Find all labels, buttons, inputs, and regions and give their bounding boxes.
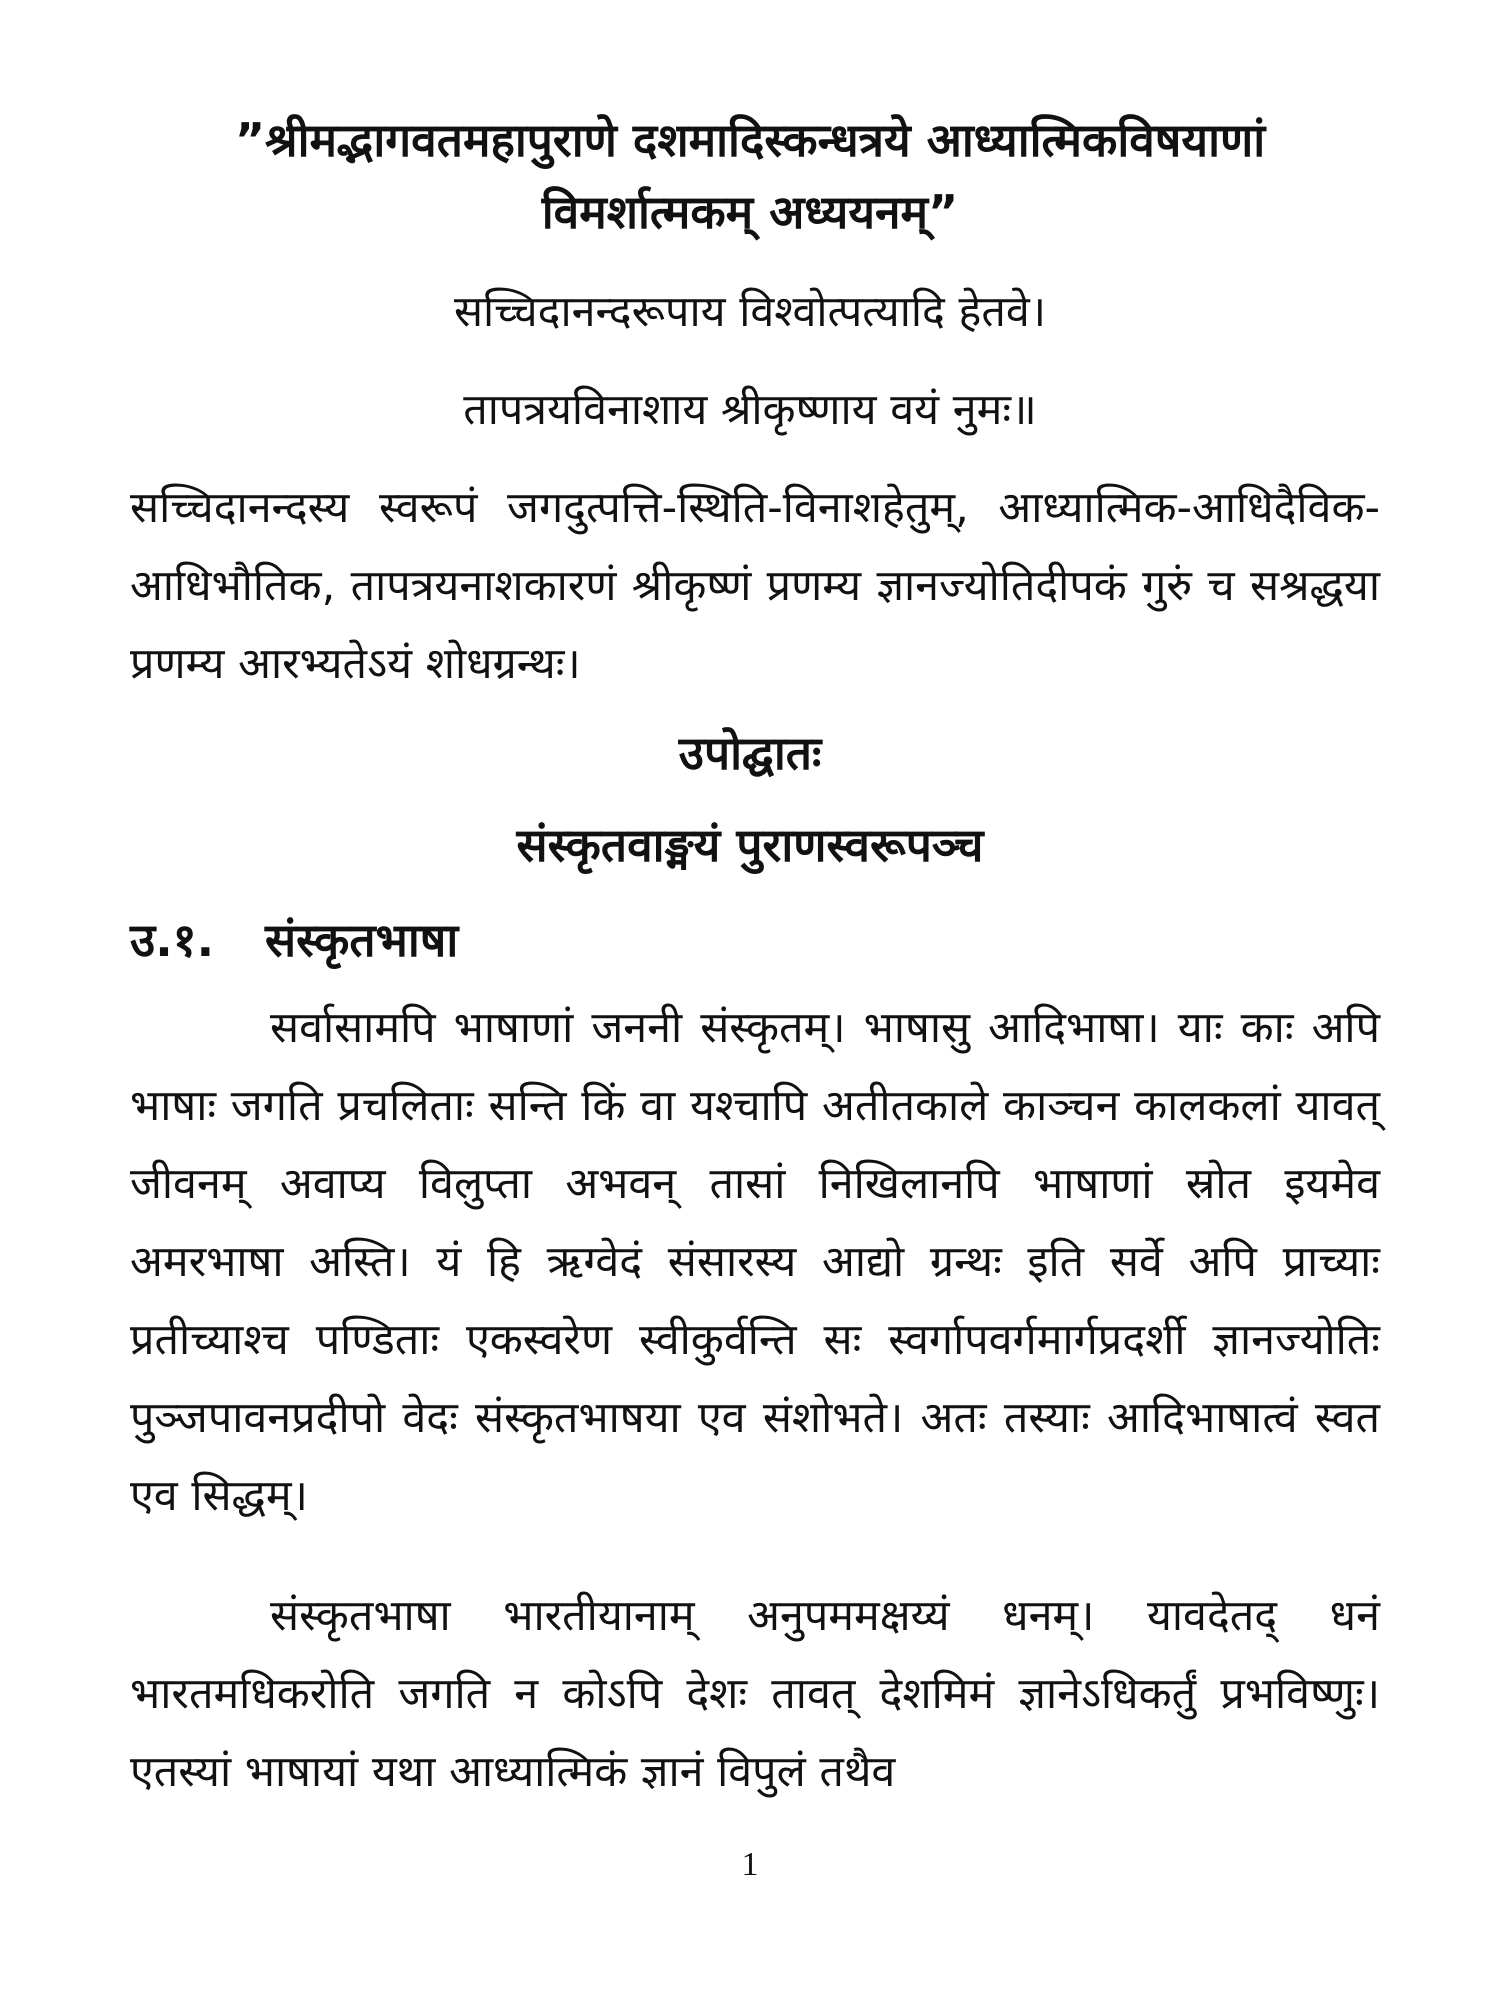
document-title-line-1: ”श्रीमद्भागवतमहापुराणे दशमादिस्कन्धत्रये आध्यात्मिकविषयाणां — [234, 113, 1266, 167]
section-heading — [130, 905, 1380, 975]
invocation-paragraph: सच्चिदानन्दस्य स्वरूपं जगदुत्पत्ति-स्थिति-विनाशहेतुम्, आध्यात्मिक-आधिदैविक-आधिभौतिक, तापत्रयनाशकारणं श्रीकृष्णं प्रणम्य ज्ञानज्योतिदीपकं गुरुं च सश्रद्धया प्रणम्य आरभ्यतेऽयं शोधग्रन्थः। — [130, 483, 1380, 689]
section-number: उ.१. — [130, 913, 215, 967]
verse-line-1: सच्चिदानन्दरूपाय विश्वोत्पत्यादि हेतवे। — [453, 287, 1047, 337]
verse-line-2: तापत्रयविनाशाय श्रीकृष्णाय वयं नुमः॥ — [463, 385, 1037, 435]
body-paragraph-1: सर्वासामपि भाषाणां जननी संस्कृतम्। भाषासु आदिभाषा। याः काः अपि भाषाः जगति प्रचलिताः सन्ति किं वा यश्चापि अतीतकाले काञ्चन कालकलां यावत् जीवनम् अवाप्य विलुप्ता अभवन् तासां निखिलानपि भाषाणां स्रोत इयमेव अमरभाषा अस्ति। यं हि ऋग्वेदं संसारस्य आद्यो ग्रन्थः इति सर्वे अपि प्राच्याः प्रतीच्याश्च पण्डिताः एकस्वरेण स्वीकुर्वन्ति सः स्वर्गापवर्गमार्गप्रदर्शी ज्ञानज्योतिः पुञ्जपावनप्रदीपो वेदः संस्कृतभाषया एव संशोभते। अतः तस्याः आदिभाषात्वं स्वत एव सिद्धम्। — [130, 1003, 1380, 1521]
body-paragraph-2: संस्कृतभाषा भारतीयानाम् अनुपममक्षय्यं धनम्। यावदेतद् धनं भारतमधिकरोति जगति न कोऽपि देशः तावत् देशमिमं ज्ञानेऽधिकर्तुं प्रभविष्णुः। एतस्यां भाषायां यथा आध्यात्मिकं ज्ञानं विपुलं तथैव — [130, 1591, 1380, 1797]
page-number: 1 — [741, 1846, 759, 1883]
section-title: संस्कृतभाषा — [265, 913, 459, 967]
heading-subtitle: संस्कृतवाङ्मयं पुराणस्वरूपञ्च — [516, 818, 984, 872]
document-title-line-2: विमर्शात्मकम् अध्ययनम्” — [541, 185, 959, 239]
heading-introduction: उपोद्घातः — [678, 726, 822, 780]
